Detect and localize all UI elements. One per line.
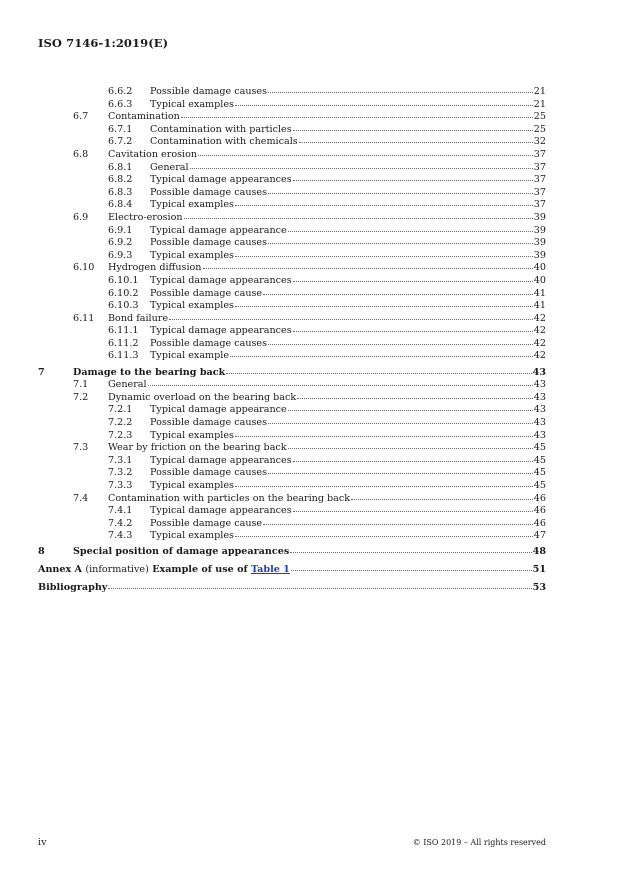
toc-page-number: 40 <box>533 262 546 274</box>
toc-entry-number: 6.7.2 <box>108 136 133 148</box>
toc-page-number: 43 <box>533 416 546 428</box>
toc-page-number: 46 <box>533 517 546 529</box>
toc-entry-number: 6.8.1 <box>108 161 133 173</box>
toc-entry-title: Possible damage causes <box>150 416 268 428</box>
toc-page-number: 53 <box>532 582 546 594</box>
toc-page-number: 43 <box>533 404 546 416</box>
toc-leader-dots <box>235 105 533 106</box>
toc-entry-title: Dynamic overload on the bearing back <box>108 391 297 403</box>
toc-leader-dots <box>108 588 531 589</box>
toc-leader-dots <box>203 268 533 269</box>
toc-page-number: 45 <box>533 479 546 491</box>
toc-page-number: 37 <box>533 148 546 160</box>
document-header-title: ISO 7146-1:2019(E) <box>38 36 169 50</box>
toc-leader-dots <box>235 436 533 437</box>
toc-entry-6-7[interactable] <box>38 111 546 124</box>
toc-entry-7-2[interactable] <box>38 392 546 405</box>
toc-entry-6-9-2[interactable] <box>38 237 546 250</box>
toc-leader-dots <box>169 319 533 320</box>
toc-entry-number: 7.4.1 <box>108 505 133 517</box>
toc-entry-7-1[interactable] <box>38 379 546 392</box>
toc-entry-title: Typical damage appearances <box>150 274 292 286</box>
toc-entry-number: 6.10 <box>73 262 95 274</box>
toc-leader-dots <box>263 524 533 525</box>
toc-leader-dots <box>235 256 533 257</box>
toc-entry-number: 7.3.3 <box>108 479 133 491</box>
toc-entry-7-4[interactable] <box>38 493 546 506</box>
toc-page-number: 39 <box>533 224 546 236</box>
toc-page-number: 37 <box>533 174 546 186</box>
toc-leader-dots <box>297 398 533 399</box>
toc-entry-number: 6.11 <box>73 312 95 324</box>
annex-title-prefix: Example of use of <box>152 563 248 575</box>
toc-entry-6-8[interactable] <box>38 149 546 162</box>
table-of-contents <box>38 86 546 595</box>
toc-annex-title <box>38 564 290 577</box>
toc-leader-dots <box>288 410 533 411</box>
toc-leader-dots <box>290 552 531 553</box>
toc-leader-dots <box>235 486 533 487</box>
toc-entry-number: 6.6.3 <box>108 98 133 110</box>
toc-entry-8[interactable] <box>38 546 546 559</box>
toc-leader-dots <box>198 155 533 156</box>
toc-entry-title: Possible damage causes <box>150 186 268 198</box>
toc-leader-dots <box>293 461 533 462</box>
toc-page-number: 37 <box>533 199 546 211</box>
toc-entry-6-7-1[interactable] <box>38 124 546 137</box>
toc-entry-6-10-2[interactable] <box>38 288 546 301</box>
toc-entry-number: 8 <box>38 546 45 558</box>
toc-entry-number: 6.8.2 <box>108 174 133 186</box>
toc-entry-6-6-3[interactable] <box>38 99 546 112</box>
toc-entry-number: 6.6.2 <box>108 86 133 97</box>
toc-entry-title: General <box>150 161 189 173</box>
toc-bibliography-title: Bibliography <box>38 582 108 594</box>
toc-entry-title: Possible damage causes <box>150 337 268 349</box>
toc-entry-6-9-1[interactable] <box>38 225 546 238</box>
toc-entry-7-2-3[interactable] <box>38 430 546 443</box>
toc-leader-dots <box>293 281 533 282</box>
toc-entry-title: Possible damage causes <box>150 237 268 249</box>
toc-page-number: 46 <box>533 505 546 517</box>
toc-page-number: 45 <box>533 454 546 466</box>
toc-entry-7-2-2[interactable] <box>38 417 546 430</box>
toc-page-number: 39 <box>533 249 546 261</box>
toc-page-number: 42 <box>533 325 546 337</box>
toc-entry-6-8-1[interactable] <box>38 162 546 175</box>
toc-leader-dots <box>268 193 533 194</box>
toc-entry-title: Typical damage appearances <box>150 454 292 466</box>
toc-entry-title: Typical damage appearances <box>150 505 292 517</box>
toc-leader-dots <box>268 92 533 93</box>
toc-entry-number: 6.9 <box>73 211 89 223</box>
toc-entry-number: 6.9.2 <box>108 237 133 249</box>
toc-leader-dots <box>293 130 533 131</box>
toc-entry-title: Contamination with chemicals <box>150 136 298 148</box>
toc-entry-number: 7 <box>38 366 45 378</box>
toc-entry-6-11-3[interactable] <box>38 350 546 363</box>
toc-entry-title: Typical examples <box>150 249 234 261</box>
toc-entry-number: 6.8.3 <box>108 186 133 198</box>
toc-leader-dots <box>230 356 533 357</box>
toc-leader-dots <box>293 331 533 332</box>
toc-entry-title: Typical damage appearance <box>150 404 287 416</box>
toc-page-number: 45 <box>533 442 546 454</box>
toc-entry-6-10-1[interactable] <box>38 275 546 288</box>
toc-page-number: 42 <box>533 337 546 349</box>
toc-entry-title: Hydrogen diffusion <box>108 262 202 274</box>
toc-entry-number: 7.3.2 <box>108 467 133 479</box>
toc-page-number: 45 <box>533 467 546 479</box>
toc-entry-6-11-1[interactable] <box>38 325 546 338</box>
toc-entry-number: 7.1 <box>73 379 89 391</box>
toc-leader-dots <box>235 205 533 206</box>
toc-entry-title: Possible damage cause <box>150 287 263 299</box>
toc-page-number: 39 <box>533 237 546 249</box>
toc-page-number: 43 <box>533 391 546 403</box>
toc-page-number: 32 <box>533 136 546 148</box>
toc-page-number: 37 <box>533 186 546 198</box>
toc-page-number: 41 <box>533 300 546 312</box>
toc-entry-7[interactable] <box>38 367 546 380</box>
toc-page-number: 37 <box>533 161 546 173</box>
toc-entry-6-8-3[interactable] <box>38 187 546 200</box>
toc-page-number: 47 <box>533 530 546 542</box>
toc-entry-title: Wear by friction on the bearing back <box>108 442 287 454</box>
toc-entry-title: Damage to the bearing back <box>73 366 226 378</box>
toc-entry-7-2-1[interactable] <box>38 404 546 417</box>
toc-bibliography-entry[interactable] <box>38 582 546 595</box>
toc-entry-7-3-3[interactable] <box>38 480 546 493</box>
toc-entry-title: General <box>108 379 147 391</box>
annex-type: (informative) <box>85 563 149 575</box>
toc-entry-title: Bond failure <box>108 312 169 324</box>
toc-leader-dots <box>293 180 533 181</box>
toc-entry-title: Typical damage appearances <box>150 325 292 337</box>
footer-page-number: iv <box>38 837 47 848</box>
toc-leader-dots <box>263 294 533 295</box>
toc-entry-7-3-1[interactable] <box>38 455 546 468</box>
toc-entry-number: 7.3 <box>73 442 89 454</box>
toc-leader-dots <box>181 117 533 118</box>
toc-entry-7-4-3[interactable] <box>38 530 546 543</box>
toc-page-number: 43 <box>533 429 546 441</box>
toc-entry-6-7-2[interactable] <box>38 136 546 149</box>
toc-entry-number: 7.2.2 <box>108 416 133 428</box>
toc-entry-number: 7.4 <box>73 492 89 504</box>
toc-entry-number: 7.2.3 <box>108 429 133 441</box>
toc-entry-6-9[interactable] <box>38 212 546 225</box>
toc-entry-title: Contamination <box>108 111 180 123</box>
toc-entry-number: 7.2.1 <box>108 404 133 416</box>
toc-entry-6-11[interactable] <box>38 313 546 326</box>
toc-page-number: 51 <box>532 563 546 575</box>
footer-copyright: © ISO 2019 – All rights reserved <box>412 838 546 847</box>
toc-page-number: 41 <box>533 287 546 299</box>
toc-entry-title: Typical examples <box>150 530 234 542</box>
toc-page-number: 43 <box>533 379 546 391</box>
toc-entry-number: 6.7.1 <box>108 123 133 135</box>
toc-entry-title: Typical examples <box>150 98 234 110</box>
toc-entry-number: 7.4.2 <box>108 517 133 529</box>
toc-entry-title: Typical examples <box>150 429 234 441</box>
toc-entry-title: Typical damage appearance <box>150 224 287 236</box>
toc-entry-title: Typical examples <box>150 300 234 312</box>
toc-entry-title: Typical damage appearances <box>150 174 292 186</box>
toc-page-number: 43 <box>532 366 546 378</box>
toc-leader-dots <box>235 536 533 537</box>
toc-leader-dots <box>299 142 533 143</box>
toc-entry-6-9-3[interactable] <box>38 250 546 263</box>
toc-entry-title: Possible damage causes <box>150 467 268 479</box>
toc-entry-7-4-2[interactable] <box>38 518 546 531</box>
toc-leader-dots <box>291 570 532 571</box>
toc-entry-number: 6.10.3 <box>108 300 139 312</box>
toc-entry-title: Typical examples <box>150 199 234 211</box>
toc-entry-6-8-2[interactable] <box>38 174 546 187</box>
toc-leader-dots <box>293 511 533 512</box>
toc-page-number: 40 <box>533 274 546 286</box>
toc-entry-number: 7.4.3 <box>108 530 133 542</box>
table-1-link[interactable]: Table 1 <box>250 563 290 575</box>
toc-leader-dots <box>351 499 533 500</box>
toc-entry-number: 6.7 <box>73 111 89 123</box>
toc-entry-title: Contamination with particles on the bearing back <box>108 492 351 504</box>
toc-page-number: 48 <box>532 546 546 558</box>
toc-entry-7-4-1[interactable] <box>38 505 546 518</box>
toc-page-number: 25 <box>533 123 546 135</box>
toc-leader-dots <box>235 306 533 307</box>
toc-entry-number: 6.10.1 <box>108 274 139 286</box>
toc-leader-dots <box>268 243 533 244</box>
toc-leader-dots <box>288 448 533 449</box>
toc-entry-title: Possible damage causes <box>150 86 268 97</box>
toc-page-number: 46 <box>533 492 546 504</box>
toc-entry-number: 6.9.1 <box>108 224 133 236</box>
toc-page-number: 21 <box>533 98 546 110</box>
toc-page-number: 25 <box>533 111 546 123</box>
toc-entry-title: Typical example <box>150 350 230 362</box>
toc-entry-number: 6.8 <box>73 148 89 160</box>
toc-entry-number: 6.11.3 <box>108 350 139 362</box>
toc-entry-7-3-2[interactable] <box>38 467 546 480</box>
toc-leader-dots <box>184 218 533 219</box>
toc-entry-number: 6.9.3 <box>108 249 133 261</box>
toc-entry-title: Cavitation erosion <box>108 148 198 160</box>
toc-leader-dots <box>268 344 533 345</box>
toc-entry-number: 6.8.4 <box>108 199 133 211</box>
toc-entry-title: Possible damage cause <box>150 517 263 529</box>
toc-page-number: 42 <box>533 312 546 324</box>
toc-entry-title: Contamination with particles <box>150 123 292 135</box>
toc-entry-title: Special position of damage appearances <box>73 546 290 558</box>
toc-leader-dots <box>190 168 533 169</box>
toc-page-number: 21 <box>533 86 546 97</box>
toc-leader-dots <box>268 473 533 474</box>
toc-annex-entry[interactable] <box>38 564 546 577</box>
toc-entry-number: 7.2 <box>73 391 89 403</box>
toc-page-number: 42 <box>533 350 546 362</box>
annex-label: Annex A <box>38 563 83 575</box>
toc-entry-6-11-2[interactable] <box>38 338 546 351</box>
toc-leader-dots <box>288 231 533 232</box>
toc-leader-dots <box>268 423 533 424</box>
toc-entry-number: 6.10.2 <box>108 287 139 299</box>
toc-entry-7-3[interactable] <box>38 442 546 455</box>
toc-entry-number: 6.11.2 <box>108 337 139 349</box>
toc-entry-title: Typical examples <box>150 479 234 491</box>
toc-entry-number: 6.11.1 <box>108 325 139 337</box>
toc-entry-6-10-3[interactable] <box>38 300 546 313</box>
toc-entry-6-10[interactable] <box>38 262 546 275</box>
toc-entry-6-8-4[interactable] <box>38 199 546 212</box>
toc-entry-6-6-2[interactable] <box>38 86 546 99</box>
toc-page-number: 39 <box>533 211 546 223</box>
toc-leader-dots <box>226 373 531 374</box>
toc-entry-title: Electro-erosion <box>108 211 183 223</box>
toc-entry-number: 7.3.1 <box>108 454 133 466</box>
toc-leader-dots <box>148 385 533 386</box>
